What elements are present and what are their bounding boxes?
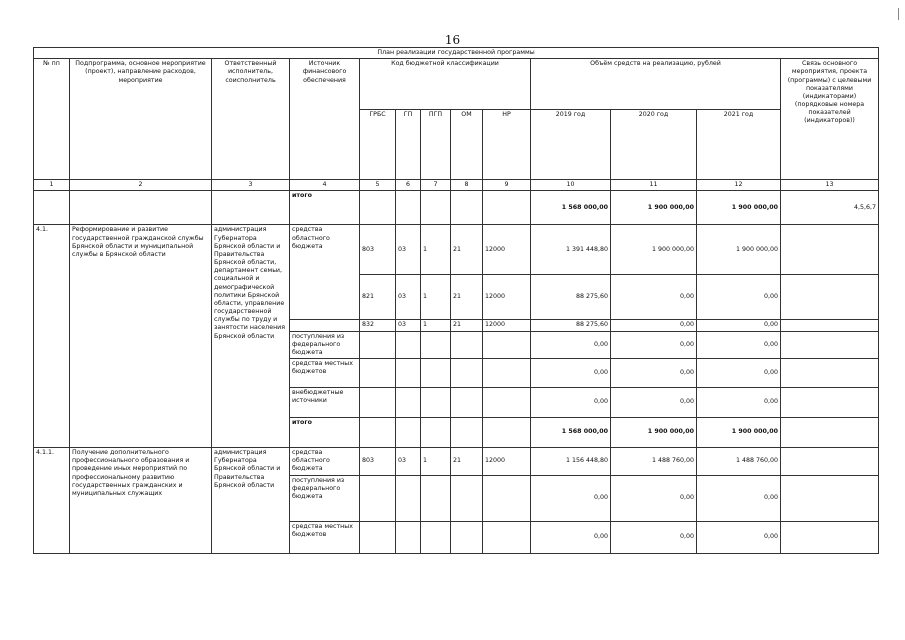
header-executor: Ответственный исполнитель, соисполнитель (212, 59, 290, 180)
value-2021: 1 488 760,00 (697, 448, 781, 476)
header-pgp: ПГП (421, 110, 451, 180)
grbs-cell: 803 (360, 225, 396, 275)
value-2021: 1 900 000,00 (697, 225, 781, 275)
section-41-total-2021: 1 900 000,00 (697, 418, 781, 448)
value-2019: 1 391 448,80 (531, 225, 611, 275)
header-link: Связь основного мероприятия, проекта (программы) с целевыми показателями (индикаторами) (порядковые номера показателей (индикаторов)) (781, 59, 879, 180)
pgp-cell: 1 (421, 320, 451, 331)
value-2019: 0,00 (531, 522, 611, 554)
source-cell: внебюджетные источники (290, 388, 360, 418)
om-cell: 21 (451, 448, 483, 476)
gp-cell: 03 (396, 320, 421, 331)
value-2019: 1 156 448,80 (531, 448, 611, 476)
col-number: 6 (396, 180, 421, 191)
program-plan-table (33, 47, 879, 554)
top-total-label: итого (290, 191, 360, 225)
col-number: 9 (483, 180, 531, 191)
top-total-2021: 1 900 000,00 (697, 191, 781, 225)
value-2019: 0,00 (531, 476, 611, 522)
source-cell: средства областного бюджета (290, 448, 360, 476)
header-volume: Объём средств на реализацию, рублей (531, 59, 781, 110)
col-number: 5 (360, 180, 396, 191)
value-2020: 0,00 (611, 476, 697, 522)
table-title: План реализации государственной программы (34, 48, 879, 59)
gp-cell: 03 (396, 448, 421, 476)
grbs-cell: 803 (360, 448, 396, 476)
value-2021: 0,00 (697, 522, 781, 554)
col-number: 10 (531, 180, 611, 191)
header-program: Подпрограмма, основное мероприятие (проект), направление расходов, мероприятие (70, 59, 212, 180)
pgp-cell: 1 (421, 448, 451, 476)
source-cell: поступления из федерального бюджета (290, 476, 360, 522)
value-2020: 1 900 000,00 (611, 225, 697, 275)
header-om: ОМ (451, 110, 483, 180)
col-number: 7 (421, 180, 451, 191)
section-41-no: 4.1. (34, 225, 70, 448)
source-cell: средства местных бюджетов (290, 522, 360, 554)
section-41-total-2020: 1 900 000,00 (611, 418, 697, 448)
value-2020: 0,00 (611, 320, 697, 331)
value-2020: 0,00 (611, 388, 697, 418)
header-2020: 2020 год (611, 110, 697, 180)
section-41-executor: администрация Губернатора Брянской области и Правительства Брянской области, департамент семьи, социальной и демографической политики Брянской области, управление государственной службы по труду и занятости населения Брянской области (212, 225, 290, 448)
np-cell: 12000 (483, 448, 531, 476)
header-np: НР (483, 110, 531, 180)
value-2019: 0,00 (531, 331, 611, 359)
section-411-name: Получение дополнительного профессионального образования и проведение иных мероприятий по профессиональному развитию государственных гражданских и муниципальных служащих (70, 448, 212, 554)
np-cell: 12000 (483, 225, 531, 275)
value-2021: 0,00 (697, 320, 781, 331)
col-number: 11 (611, 180, 697, 191)
header-2021: 2021 год (697, 110, 781, 180)
value-2019: 0,00 (531, 359, 611, 388)
np-cell: 12000 (483, 275, 531, 320)
header-source: Источник финансового обеспечения (290, 59, 360, 180)
top-total-link: 4,5,6,7 (781, 191, 879, 225)
value-2019: 88 275,60 (531, 320, 611, 331)
header-no: № пп (34, 59, 70, 180)
om-cell: 21 (451, 275, 483, 320)
col-number: 3 (212, 180, 290, 191)
source-cell: средства местных бюджетов (290, 359, 360, 388)
section-41-total-2019: 1 568 000,00 (531, 418, 611, 448)
value-2020: 0,00 (611, 275, 697, 320)
np-cell: 12000 (483, 320, 531, 331)
section-411-executor: администрация Губернатора Брянской области и Правительства Брянской области (212, 448, 290, 554)
source-cell: поступления из федерального бюджета (290, 331, 360, 359)
section-41-name: Реформирование и развитие государственной гражданской службы Брянской области и муниципальной службы в Брянской области (70, 225, 212, 448)
value-2020: 0,00 (611, 359, 697, 388)
top-total-2019: 1 568 000,00 (531, 191, 611, 225)
value-2021: 0,00 (697, 331, 781, 359)
col-number: 4 (290, 180, 360, 191)
om-cell: 21 (451, 320, 483, 331)
pgp-cell: 1 (421, 275, 451, 320)
gp-cell: 03 (396, 275, 421, 320)
col-number: 8 (451, 180, 483, 191)
value-2020: 0,00 (611, 522, 697, 554)
scan-edge-mark (898, 8, 899, 20)
value-2020: 0,00 (611, 331, 697, 359)
pgp-cell: 1 (421, 225, 451, 275)
om-cell: 21 (451, 225, 483, 275)
col-number: 1 (34, 180, 70, 191)
header-kbk: Код бюджетной классификации (360, 59, 531, 110)
value-2019: 88 275,60 (531, 275, 611, 320)
value-2021: 0,00 (697, 275, 781, 320)
value-2021: 0,00 (697, 359, 781, 388)
value-2020: 1 488 760,00 (611, 448, 697, 476)
header-2019: 2019 год (531, 110, 611, 180)
grbs-cell: 832 (360, 320, 396, 331)
source-cell: средства областного бюджета (290, 225, 360, 320)
section-411-no: 4.1.1. (34, 448, 70, 554)
col-number: 13 (781, 180, 879, 191)
gp-cell: 03 (396, 225, 421, 275)
value-2021: 0,00 (697, 476, 781, 522)
col-number: 2 (70, 180, 212, 191)
page-number: 16 (444, 33, 461, 47)
col-number: 12 (697, 180, 781, 191)
header-gp: ГП (396, 110, 421, 180)
grbs-cell: 821 (360, 275, 396, 320)
section-41-total-label: итого (290, 418, 360, 448)
header-grbs: ГРБС (360, 110, 396, 180)
top-total-2020: 1 900 000,00 (611, 191, 697, 225)
value-2021: 0,00 (697, 388, 781, 418)
value-2019: 0,00 (531, 388, 611, 418)
